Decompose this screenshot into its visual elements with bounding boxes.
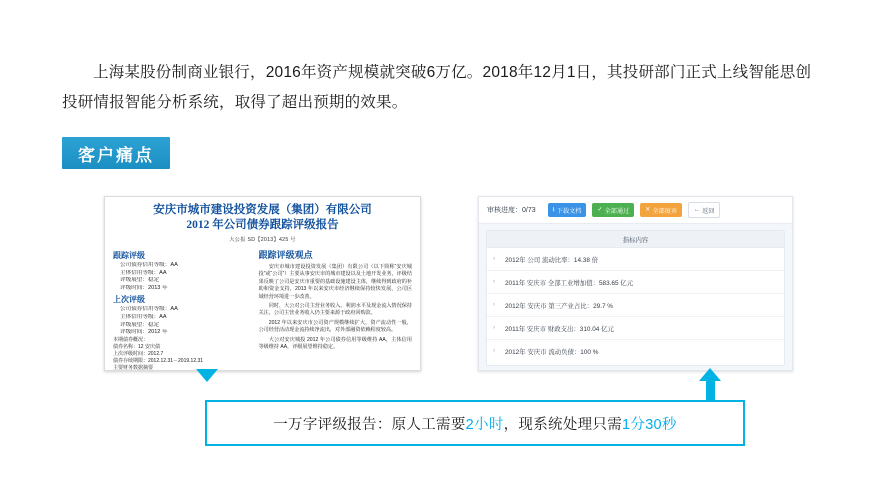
table-row-text: 2012年 公司 流动比率：14.38 倍: [505, 256, 599, 264]
chevron-right-icon: ›: [493, 348, 495, 354]
chevron-right-icon: ›: [493, 302, 495, 308]
download-document-button[interactable]: [548, 203, 587, 217]
rating-line: 评级展望：稳定: [120, 321, 160, 328]
bond-info-line: 上次评级时间：2012.7: [113, 350, 164, 357]
app-toolbar: [479, 197, 792, 224]
rating-line: 评级展望：稳定: [120, 277, 160, 284]
bond-info-line: 主要财务数据摘要: [113, 364, 154, 371]
intro-paragraph: 上海某股份制商业银行，2016年资产规模就突破6万亿。2018年12月1日，其投研部门正式上线智能思创投研情报智能分析系统，取得了超出预期的效果。: [62, 64, 812, 111]
chevron-right-icon: ›: [493, 279, 495, 285]
download-icon: ⭳: [552, 207, 555, 213]
check-icon: ✓: [597, 207, 603, 213]
table-row-text: 2012年 安庆市 流动负债：100 %: [505, 348, 599, 356]
table-row[interactable]: [487, 340, 784, 362]
opinion-paragraph: 安庆市城市建设投资发展（集团）有限公司（以下简称“安庆城投”或“公司”）主要从事安庆市的城市建设以及土地开发业务，评级结果反映了公司是安庆市重要的基础设施建设主体，继续得到政府的补助和资金支持，2013 年以来安庆市经济继续保持较快发展，公司区域经营环境进一步改善。: [258, 264, 412, 300]
table-row-text: 2011年 安庆市 财政支出：310.04 亿元: [505, 325, 614, 333]
analysis-system-screenshot: [478, 196, 793, 371]
previous-rating-heading: 上次评级: [113, 295, 145, 305]
caption-part2: ，现系统处理只需: [503, 416, 623, 433]
tracking-rating-heading: 跟踪评级: [113, 251, 145, 260]
document-body: [113, 248, 412, 371]
close-icon: ✕: [645, 207, 651, 213]
document-number: 大公报 SD【2013】425 号: [229, 237, 296, 243]
document-title-line2: 2012 年公司债券跟踪评级报告: [186, 219, 339, 231]
rating-report-document: [104, 196, 421, 371]
up-arrow-stem: [706, 381, 715, 401]
rating-line: 公司债券信用等级：AA: [120, 262, 178, 268]
document-left-column: [113, 248, 252, 371]
document-title: [113, 203, 412, 233]
document-right-column: [259, 248, 412, 371]
chevron-right-icon: ›: [493, 256, 495, 262]
caption-highlight-system-time: 1分30秒: [622, 416, 677, 433]
back-arrow-icon: ←: [694, 207, 701, 213]
opinion-paragraph: 2012 年以来安庆市公司资产规模继续扩大，资产流动性一般，公司经营活动现金流持续净流出，对外部融资依赖程度较高。: [258, 319, 412, 334]
table-row[interactable]: [487, 248, 784, 271]
approve-all-label: 全部通过: [604, 207, 630, 215]
down-arrow-head-icon: [196, 369, 218, 382]
opinion-paragraph: 同时，大公对公司主营业务收入、利润水平及现金流入情况保持关注，公司主营业务收入仍主要来源于政府回购款。: [258, 303, 412, 317]
table-row-text: 2011年 安庆市 全部工业增加值：583.65 亿元: [505, 279, 634, 287]
discard-all-button[interactable]: [640, 203, 682, 217]
rating-line: 主体信用等级：AA: [120, 269, 167, 276]
tracking-opinion-heading: 跟踪评级观点: [258, 250, 313, 260]
section-banner-label: 客户痛点: [78, 145, 154, 165]
rating-line: 主体信用等级：AA: [120, 313, 167, 320]
indicator-table-header: 指标内容: [487, 231, 784, 248]
back-button[interactable]: [688, 202, 720, 218]
up-arrow-head-icon: [699, 368, 721, 381]
chevron-right-icon: ›: [493, 325, 495, 331]
discard-all-label: 全部废弃: [652, 207, 678, 215]
rating-line: 公司债券信用等级：AA: [120, 306, 178, 313]
caption-part1: 一万字评级报告：原人工需要: [273, 416, 466, 433]
rating-line: 评级时间：2013 年: [120, 284, 168, 291]
bond-info-line: 本期债券概况：: [113, 336, 149, 343]
table-row[interactable]: [487, 317, 784, 340]
download-document-label: 下载文档: [556, 207, 582, 215]
table-row-text: 2012年 安庆市 第三产业占比：29.7 %: [505, 302, 613, 310]
caption-highlight-manual-time: 2小时: [465, 416, 504, 433]
indicator-table: [486, 230, 785, 366]
table-row[interactable]: [487, 271, 784, 294]
rating-line: 评级时间：2012 年: [120, 329, 168, 336]
caption-box: [205, 400, 745, 446]
review-progress-label: 审核进度：0/73: [487, 207, 536, 214]
table-row[interactable]: [487, 294, 784, 317]
back-label: 返回: [702, 207, 715, 215]
section-banner: [62, 137, 170, 169]
bond-info-line: 债券名称：12 安庆债: [113, 343, 160, 350]
opinion-paragraph: 大公对安庆城投 2012 年公司债券信用等级维持 AA，主体信用等级维持 AA，评级展望维持稳定。: [258, 336, 412, 351]
approve-all-button[interactable]: [592, 203, 634, 217]
bond-info-line: 债券存续期限：2012.12.31－2019.12.31: [113, 357, 204, 364]
document-title-line1: 安庆市城市建设投资发展（集团）有限公司: [153, 204, 372, 216]
